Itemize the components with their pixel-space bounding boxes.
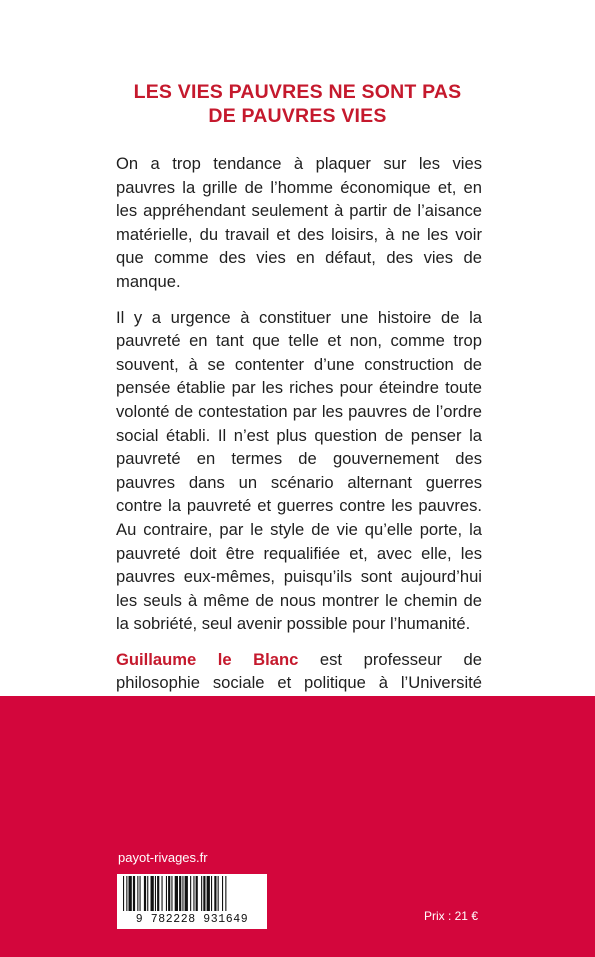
price: Prix : 21 € [423,909,478,923]
author-bio-text: est professeur de philosophie sociale et politique à l’Université [116,649,483,693]
author-name: Guillaume le Blanc [116,649,299,669]
isbn-digits: 9 782228 931649 [117,911,267,929]
blurb [116,152,482,778]
title-line-1: LES VIES PAUVRES NE SONT PAS [133,81,462,103]
isbn-barcode [117,874,267,929]
title-line-2: DE PAUVRES VIES [208,105,387,127]
red-band [0,696,595,957]
back-cover-title [0,80,595,128]
publisher-website: payot-rivages.fr [118,850,208,865]
blurb-paragraph-1: On a trop tendance à plaquer sur les vies pauvres la grille de l’homme économique et, en les appréhendant seulement à partir de l’aisance matérielle, du travail et des loisirs, à ne les voir que comme des vies en défaut, des vies de manque. [116,154,482,291]
barcode-bars [117,874,267,914]
blurb-paragraph-2: Il y a urgence à constituer une histoire de la pauvreté en tant que telle et non, comme trop souvent, à se contenter d’une construction de pensée établie par les riches pour éteindre toute volonté de contestation par les pauvres de l’ordre social établi. Il n’est plus question de penser la pauvreté en termes de gouvernement des pauvres dans un scénario alternant guerres contre la pauvreté et guerres contre les pauvres. Au contraire, par le style de vie qu’elle porte, la pauvreté doit être requalifiée et, avec elle, les pauvres eux-mêmes, puisqu’ils sont aujourd’hui les seuls à même de nous montrer le chemin de la sobriété, seul avenir possible pour l’humanité. [116,307,482,634]
